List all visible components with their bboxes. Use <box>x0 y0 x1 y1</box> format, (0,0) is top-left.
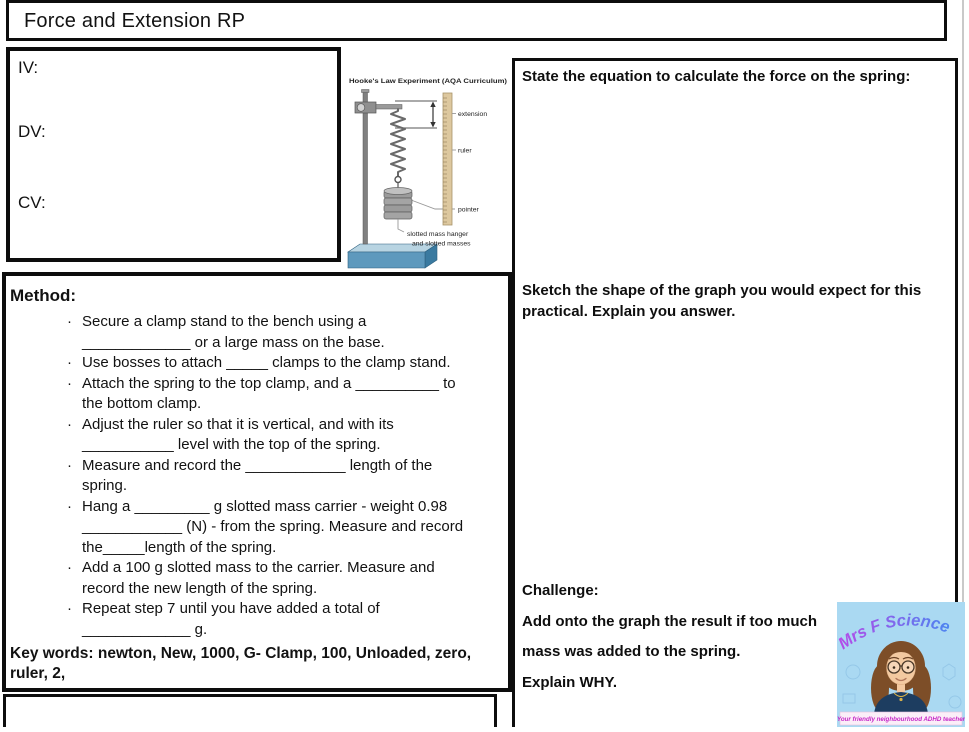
method-step: · Attach the spring to the top clamp, and a __________ to the bottom clamp. <box>64 374 464 415</box>
hookes-law-diagram <box>345 62 511 272</box>
dv-label: DV: <box>18 122 46 141</box>
figure-caption: Hooke's Law Experiment (AQA Curriculum) <box>349 78 507 85</box>
iv-label: IV: <box>18 58 39 77</box>
method-steps-list <box>64 312 464 640</box>
slotted-masses <box>384 188 412 220</box>
challenge-line-1: Add onto the graph the result if too much <box>522 613 817 630</box>
method-step: · Hang a _________ g slotted mass carrier - weight 0.98 ____________ (N) - from the spring. Measure and record the_____length of the spring. <box>64 497 464 559</box>
page-title: Force and Extension RP <box>24 10 246 32</box>
experiment-figure <box>345 62 511 272</box>
bottom-left-answer-box <box>3 694 497 727</box>
method-step: · Repeat step 7 until you have added a total of _____________ g. <box>64 599 464 640</box>
method-step: · Use bosses to attach _____ clamps to the clamp stand. <box>64 353 464 374</box>
logo-graphic <box>837 602 965 727</box>
sketch-prompt: Sketch the shape of the graph you would expect for this practical. Explain you answer. <box>522 282 922 320</box>
stand-rod <box>363 92 368 244</box>
challenge-line-3: Explain WHY. <box>522 674 618 691</box>
method-step: · Add a 100 g slotted mass to the carrier. Measure and record the new length of the spring. <box>64 558 464 599</box>
masses-label-line2: and slotted masses <box>412 240 471 248</box>
masses-label-line1: slotted mass hanger <box>407 231 469 238</box>
extension-label: extension <box>458 111 488 118</box>
ruler-graphic <box>443 93 452 225</box>
method-box <box>2 272 512 692</box>
brand-logo <box>837 602 965 727</box>
keywords-text: Key words: newton, New, 1000, G- Clamp, 100, Unloaded, zero, ruler, 2, <box>10 645 472 682</box>
clamp-stand-base <box>348 244 437 268</box>
title-box <box>6 0 947 41</box>
challenge-heading: Challenge: <box>522 582 599 599</box>
method-step: · Adjust the ruler so that it is vertical, and with its ___________ level with the top of the spring. <box>64 415 464 456</box>
method-step: · Secure a clamp stand to the bench using a _____________ or a large mass on the base. <box>64 312 464 353</box>
logo-brand-text: Mrs F Science <box>837 611 953 654</box>
challenge-line-2: mass was added to the spring. <box>522 643 741 660</box>
stand-rod-cap <box>362 90 370 93</box>
pointer-label: pointer <box>458 206 479 214</box>
method-heading: Method: <box>10 286 77 305</box>
cv-label: CV: <box>18 193 46 212</box>
variables-box <box>6 47 341 262</box>
method-step: · Measure and record the ____________ length of the spring. <box>64 456 464 497</box>
equation-prompt: State the equation to calculate the force on the spring: <box>522 68 911 85</box>
masses-leader-line <box>398 219 404 232</box>
logo-tagline: Your friendly neighbourhood ADHD teacher <box>837 716 965 723</box>
spring <box>391 109 405 191</box>
ruler-label: ruler <box>458 147 472 155</box>
